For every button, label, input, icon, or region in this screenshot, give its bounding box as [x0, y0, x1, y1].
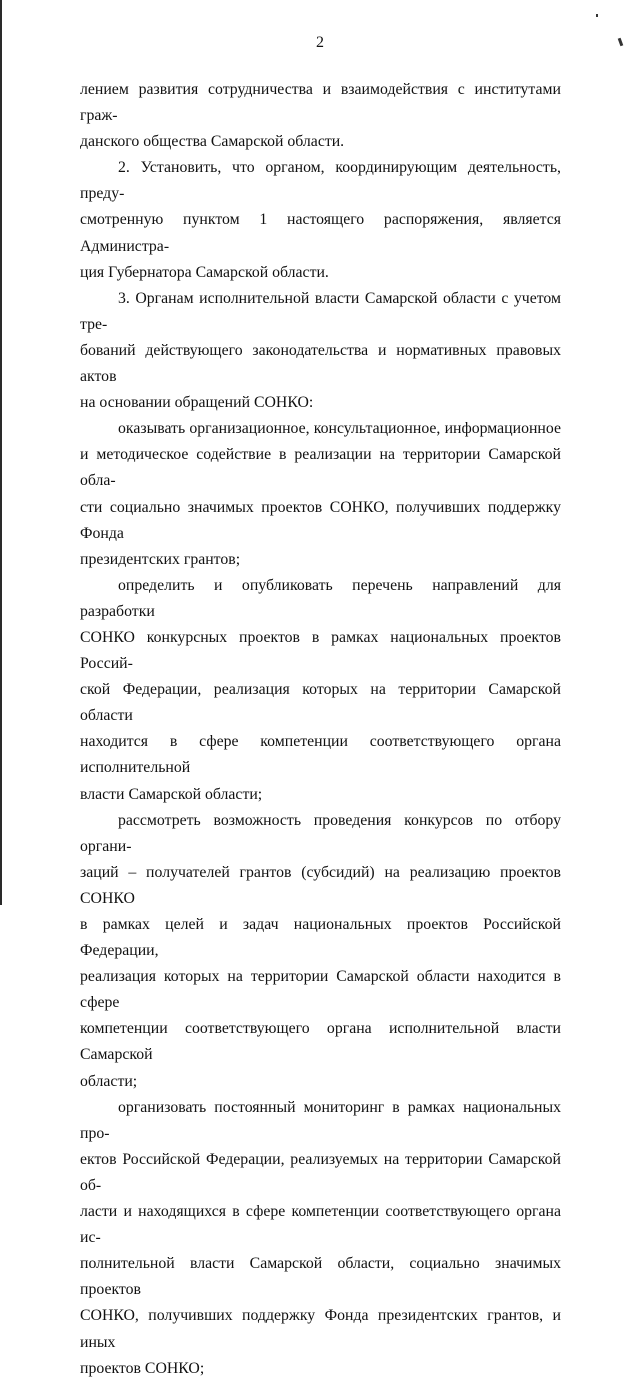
text-line: компетенции соответствующего органа исполнительной власти Самарской: [80, 1020, 561, 1064]
text-line: 2. Установить, что органом, координирующим деятельность, преду-: [80, 159, 561, 203]
text-line: ской Федерации, реализация которых на территории Самарской области: [80, 681, 561, 725]
text-line: бований действующего законодательства и нормативных правовых актов: [80, 341, 561, 386]
text-line: оказывать организационное, консультационное, информационное: [118, 420, 561, 438]
scan-left-edge: [0, 0, 2, 905]
page-number: 2: [316, 34, 324, 51]
text-line: определить и опубликовать перечень направлений для разработки: [80, 576, 561, 620]
text-line: в рамках целей и задач национальных проектов Российской Федерации,: [80, 916, 561, 960]
text-line: и методическое содействие в реализации на территории Самарской обла-: [80, 446, 561, 490]
text-line: СОНКО, получивших поддержку Фонда президентских грантов, и иных: [80, 1307, 561, 1351]
text-line: ция Губернатора Самарской области.: [80, 263, 329, 281]
text-line: данского общества Самарской области.: [80, 133, 345, 151]
text-line: находится в сфере компетенции соответствующего органа исполнительной: [80, 733, 561, 777]
scan-speck: [596, 14, 598, 17]
text-line: президентских грантов;: [80, 550, 241, 568]
text-line: рассмотреть возможность проведения конкурсов по отбору органи-: [80, 811, 561, 855]
text-line: реализация которых на территории Самарской области находится в сфере: [80, 968, 561, 1012]
text-line: организовать постоянный мониторинг в рамках национальных про-: [80, 1098, 561, 1142]
text-line: заций – получателей грантов (субсидий) на реализацию проектов СОНКО: [80, 863, 561, 907]
text-line: СОНКО конкурсных проектов в рамках национальных проектов Россий-: [80, 628, 561, 673]
text-line: ектов Российской Федерации, реализуемых на территории Самарской об-: [80, 1150, 561, 1194]
document-body: [80, 77, 561, 1382]
text-line: на основании обращений СОНКО:: [80, 394, 314, 412]
text-line: области;: [80, 1072, 138, 1090]
text-line: 3. Органам исполнительной власти Самарской области с учетом тре-: [80, 289, 561, 333]
text-line: смотренную пунктом 1 настоящего распоряжения, является Администра-: [80, 211, 561, 255]
text-line: полнительной власти Самарской области, социально значимых проектов: [80, 1255, 561, 1299]
text-line: ласти и находящихся в сфере компетенции соответствующего органа ис-: [80, 1203, 561, 1247]
text-line: лением развития сотрудничества и взаимодействия с институтами граж-: [80, 81, 561, 125]
text-line: сти социально значимых проектов СОНКО, получивших поддержку Фонда: [80, 498, 561, 542]
text-line: власти Самарской области;: [80, 785, 263, 803]
text-line: проектов СОНКО;: [80, 1359, 205, 1377]
